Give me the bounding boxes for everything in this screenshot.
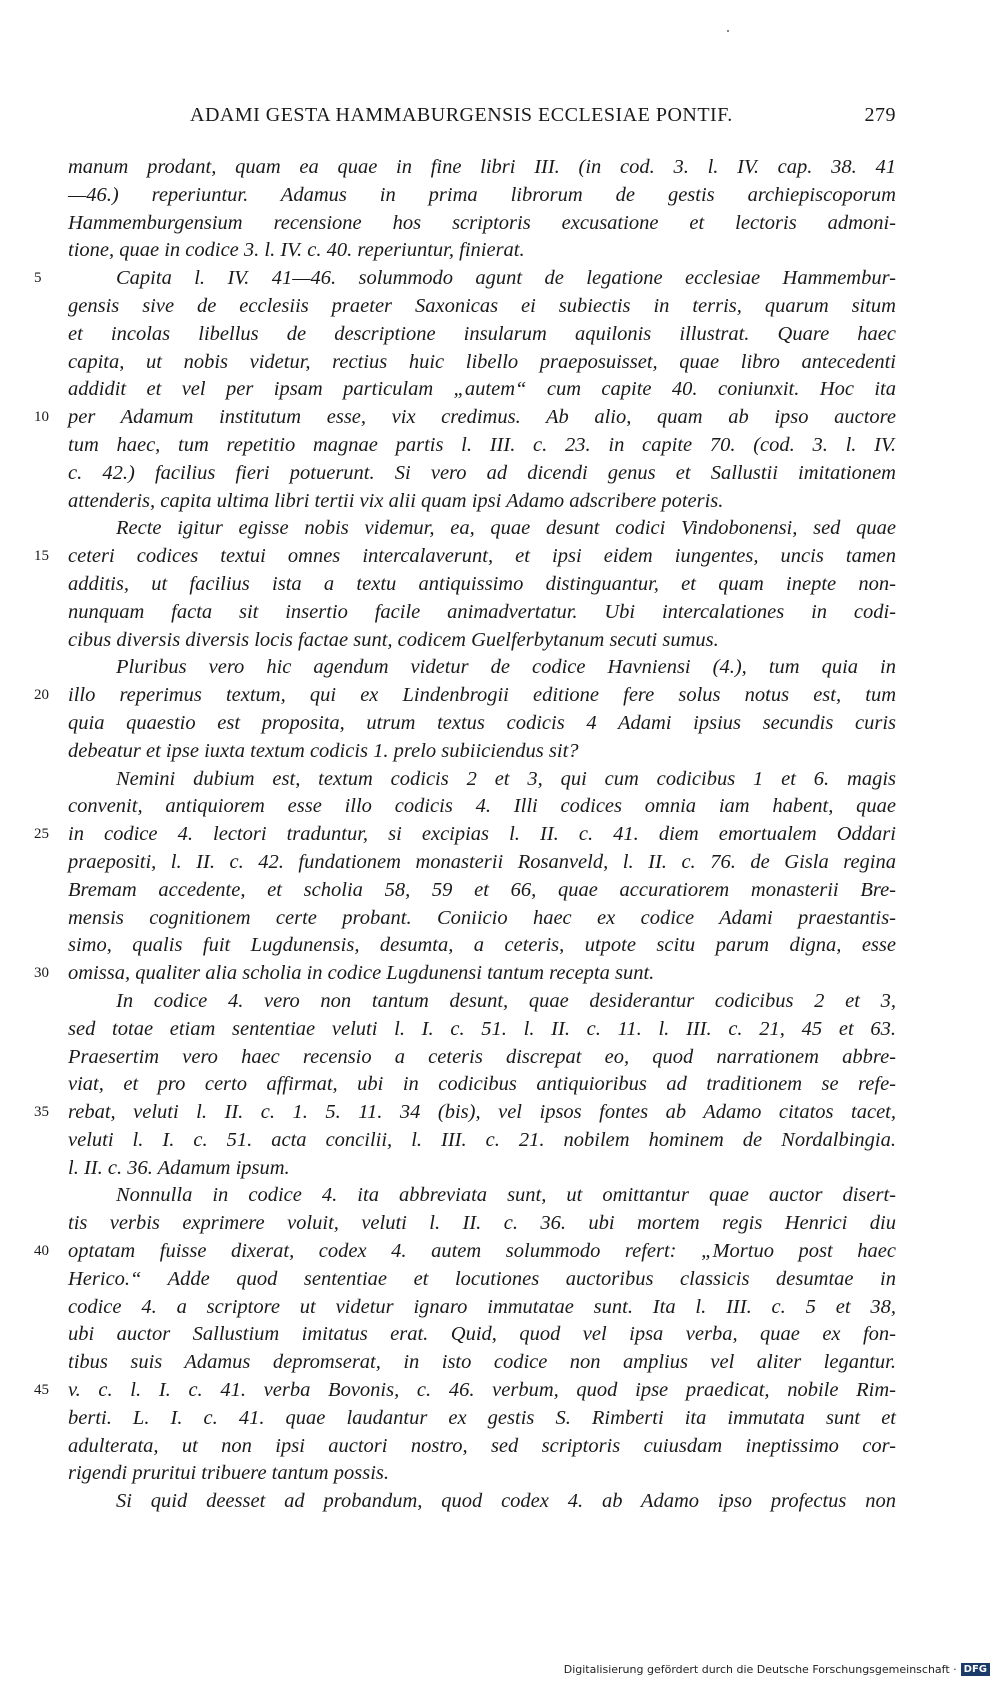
line-text: et incolas libellus de descriptione insularum aquilonis illustrat. Quare haec [68,322,896,345]
text-line [68,738,896,766]
text-line [68,432,896,460]
text-line [68,376,896,404]
line-text: Bremam accedente, et scholia 58, 59 et 66, quae accuratiorem monasterii Bre- [68,878,896,901]
line-text: rebat, veluti l. II. c. 1. 5. 11. 34 (bis), vel ipsos fontes ab Adamo citatos tacet, [68,1101,896,1124]
footer [564,1663,990,1676]
line-text: tum haec, tum repetitio magnae partis l. III. c. 23. in capite 70. (cod. 3. l. IV. [68,433,896,456]
line-number: 20 [34,687,49,704]
text-line [68,1433,896,1461]
text-line [68,349,896,377]
text-line [68,1405,896,1433]
line-text: Nemini dubium est, textum codicis 2 et 3, qui cum codicibus 1 et 6. magis [116,767,896,790]
text-line [68,1460,896,1488]
text-line [68,293,896,321]
line-text: debeatur et ipse iuxta textum codicis 1. prelo subiiciendus sit? [68,739,579,762]
text-line [68,766,896,794]
text-line [68,1127,896,1155]
text-line [68,1016,896,1044]
line-text: Capita l. IV. 41—46. solummodo agunt de legatione ecclesiae Hammembur- [116,267,896,290]
line-text: in codice 4. lectori traduntur, si excipias l. II. c. 41. diem emortualem Oddari [68,823,896,846]
text-line [68,1155,896,1183]
line-text: addidit et vel per ipsam particulam „autem“ cum capite 40. coniunxit. Hoc ita [68,378,896,401]
line-text: praepositi, l. II. c. 42. fundationem monasterii Rosanveld, l. II. c. 76. de Gisla regina [68,850,896,873]
line-text: codice 4. a scriptore ut videtur ignaro immutatae sunt. Ita l. III. c. 5 et 38, [68,1295,896,1318]
line-number: 15 [34,548,49,565]
text-line [68,654,896,682]
text-line [68,237,896,265]
line-text: omissa, qualiter alia scholia in codice Lugdunensi tantum recepta sunt. [68,962,655,985]
text-line [68,627,896,655]
line-text: berti. L. I. c. 41. quae laudantur ex gestis S. Rimberti ita immutata sunt et [68,1406,896,1429]
text-line [68,571,896,599]
text-line [68,1321,896,1349]
line-text: In codice 4. vero non tantum desunt, quae desiderantur codicibus 2 et 3, [116,989,896,1012]
line-text: illo reperimus textum, qui ex Lindenbrogii editione fere solus notus est, tum [68,684,896,707]
line-number: 10 [34,409,49,426]
line-text: nunquam facta sit insertio facile animadvertatur. Ubi intercalationes in codi- [68,600,896,623]
text-line [68,1071,896,1099]
line-text: v. c. l. I. c. 41. verba Bovonis, c. 46. verbum, quod ipse praedicat, nobile Rim- [68,1379,896,1402]
line-text: tibus suis Adamus depromserat, in isto codice non amplius vel aliter legantur. [68,1351,896,1374]
text-line [68,154,896,182]
line-number: 25 [34,826,49,843]
text-line [68,210,896,238]
line-text: veluti l. I. c. 51. acta concilii, l. III. c. 21. nobilem hominem de Nordalbingia. [68,1128,896,1151]
line-number: 30 [34,965,49,982]
line-text: Praesertim vero haec recensio a ceteris discrepat eo, quod narrationem abbre- [68,1045,896,1068]
footer-credit: Digitalisierung gefördert durch die Deutsche Forschungsgemeinschaft · [563,1663,957,1676]
text-line [68,321,896,349]
text-line [34,821,896,849]
body-text [34,154,896,1516]
text-line [34,543,896,571]
text-line [68,182,896,210]
line-text: simo, qualis fuit Lugdunensis, desumta, a ceteris, utpote scitu parum digna, esse [68,934,896,957]
text-line [68,932,896,960]
line-text: adulterata, ut non ipsi auctori nostro, sed scriptoris cuiusdam ineptissimo cor- [68,1434,896,1457]
line-text: manum prodant, quam ea quae in fine libri III. (in cod. 3. l. IV. cap. 38. 41 [68,156,896,178]
line-text: capita, ut nobis videtur, rectius huic libello praeposuisset, quae libro antecedenti [68,350,896,373]
text-line [68,488,896,516]
line-number: 45 [34,1382,49,1399]
line-text: mensis cognitionem certe probant. Coniicio haec ex codice Adami praestantis- [68,906,896,929]
line-text: Hammemburgensium recensione hos scriptoris excusatione et lectoris admoni- [68,211,896,234]
line-text: optatam fuisse dixerat, codex 4. autem solummodo refert: „Mortuo post haec [68,1240,896,1263]
running-header [68,104,896,134]
line-text: gensis sive de ecclesiis praeter Saxonicas ei subiectis in terris, quarum situm [68,294,896,317]
text-line [68,793,896,821]
line-text: tis verbis exprimere voluit, veluti l. II. c. 36. ubi mortem regis Henrici diu [68,1212,896,1235]
line-text: additis, ut facilius ista a textu antiquissimo distinguantur, et quam inepte non- [68,572,896,595]
text-line [68,905,896,933]
text-line [34,404,896,432]
line-text: attenderis, capita ultima libri tertii vix alii quam ipsi Adamo adscribere poteris. [68,489,724,512]
line-text: sed totae etiam sententiae veluti l. I. c. 51. l. II. c. 11. l. III. c. 21, 45 et 63. [68,1017,896,1040]
text-line [68,515,896,543]
header-title: ADAMI GESTA HAMMABURGENSIS ECCLESIAE PONTIF. [190,104,733,126]
text-line [68,1210,896,1238]
line-text: l. II. c. 36. Adamum ipsum. [68,1156,290,1179]
text-line [68,1266,896,1294]
text-line [34,1099,896,1127]
line-text: Recte igitur egisse nobis videmur, ea, quae desunt codici Vindobonensi, sed quae [116,517,896,540]
line-text: Si quid deesset ad probandum, quod codex 4. ab Adamo ipso profectus non [116,1490,896,1513]
text-line [68,849,896,877]
line-text: per Adamum institutum esse, vix credimus. Ab alio, quam ab ipso auctore [68,406,896,429]
text-line [68,1488,896,1516]
line-text: viat, et pro certo affirmat, ubi in codicibus antiquioribus ad traditionem se refe- [68,1073,896,1096]
text-line [68,710,896,738]
line-text: —46.) reperiuntur. Adamus in prima librorum de gestis archiepiscoporum [68,183,896,206]
line-text: convenit, antiquiorem esse illo codicis 4. Illi codices omnia iam habent, quae [68,795,896,818]
scan-speck [727,30,729,32]
line-text: ceteri codices textui omnes intercalaverunt, et ipsi eidem iungentes, uncis tamen [68,545,896,568]
dfg-logo-icon: DFG [961,1663,990,1676]
line-text: rigendi pruritui tribuere tantum possis. [68,1462,389,1485]
line-number: 40 [34,1243,49,1260]
line-text: Herico.“ Adde quod sententiae et locutiones auctoribus classicis desumtae in [68,1267,896,1290]
text-line [34,1238,896,1266]
line-text: tione, quae in codice 3. l. IV. c. 40. reperiuntur, finierat. [68,239,525,262]
line-text: c. 42.) facilius fieri potuerunt. Si vero ad dicendi genus et Sallustii imitationem [68,461,896,484]
line-text: quia quaestio est proposita, utrum textus codicis 4 Adami ipsius secundis curis [68,711,896,734]
page-number: 279 [864,104,896,126]
text-line [68,1044,896,1072]
text-line [34,960,896,988]
line-text: ubi auctor Sallustium imitatus erat. Quid, quod vel ipsa verba, quae ex fon- [68,1323,896,1346]
text-line [68,988,896,1016]
text-line [68,1349,896,1377]
text-line [34,265,896,293]
line-number: 5 [34,270,42,287]
text-line [68,460,896,488]
text-line [34,1377,896,1405]
text-line [68,599,896,627]
text-line [68,1294,896,1322]
line-text: Pluribus vero hic agendum videtur de codice Havniensi (4.), tum quia in [116,656,896,679]
text-line [68,1182,896,1210]
line-text: Nonnulla in codice 4. ita abbreviata sunt, ut omittantur quae auctor disert- [116,1184,896,1207]
text-line [34,682,896,710]
line-number: 35 [34,1104,49,1121]
text-line [68,877,896,905]
line-text: cibus diversis diversis locis factae sunt, codicem Guelferbytanum secuti sumus. [68,628,719,651]
